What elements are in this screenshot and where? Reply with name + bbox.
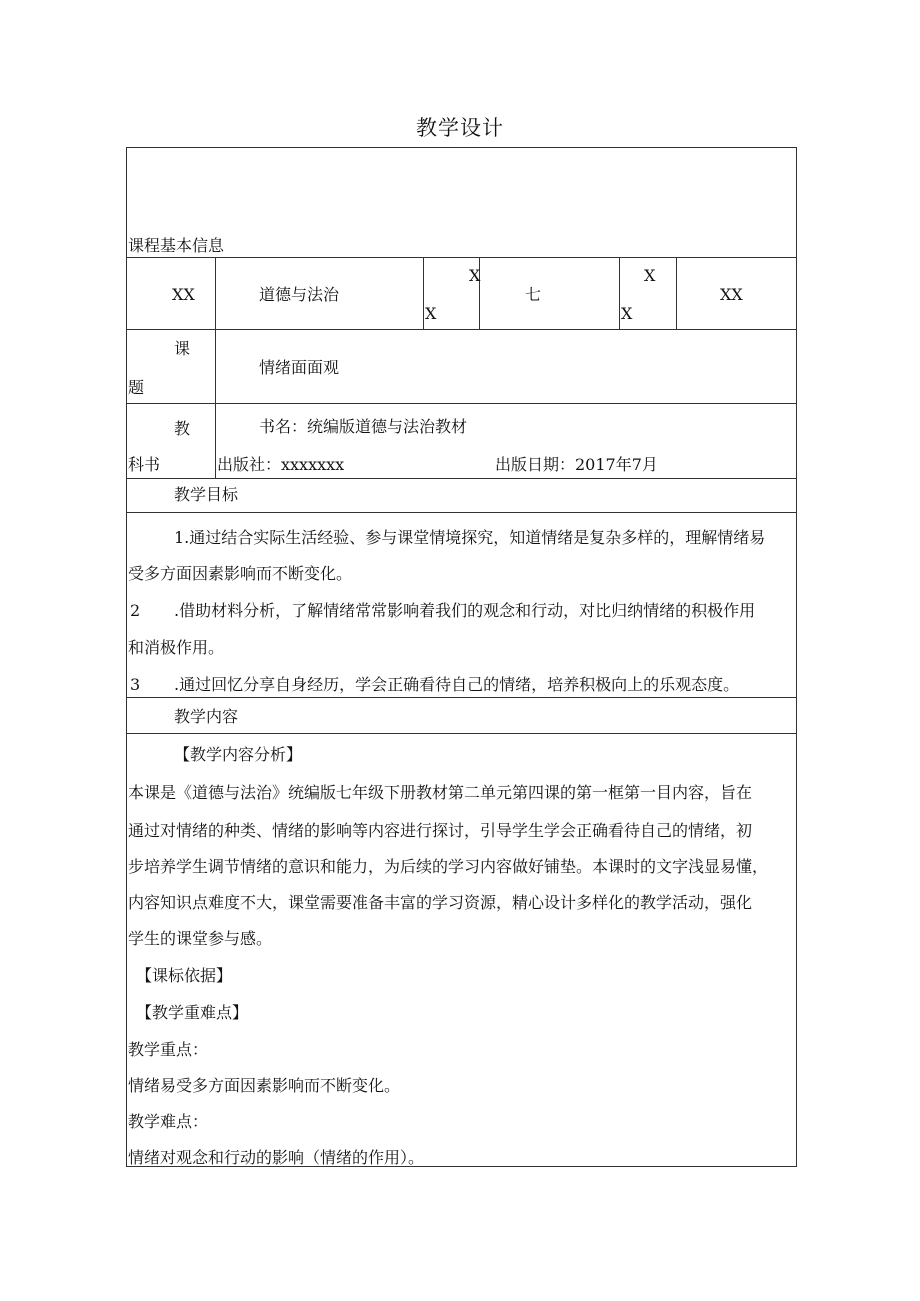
content-heading: 教学内容 [174, 707, 239, 726]
topic-label-bottom: 题 [128, 378, 145, 397]
col-divider [423, 257, 424, 329]
standard-heading: 【课标依据】 [136, 966, 233, 985]
goal-2-line-2: 和消极作用。 [128, 638, 225, 657]
key-text: 情绪易受多方面因素影响而不断变化。 [128, 1076, 401, 1095]
row-divider [126, 697, 797, 698]
textbook-label-top: 教 [174, 419, 191, 438]
textbook-publish-date: 出版日期：2017年7月 [495, 455, 658, 474]
key-label: 教学重点： [128, 1040, 209, 1059]
grade-cell: 七 [525, 285, 542, 304]
goal-1-line-1: 1.通过结合实际生活经验、参与课堂情境探究，知道情绪是复杂多样的，理解情绪易 [174, 528, 766, 547]
row-divider [126, 329, 797, 330]
info-cell-1: XX [172, 285, 195, 304]
goal-2-number: 2 [130, 601, 141, 620]
difficulty-text: 情绪对观念和行动的影响（情绪的作用）。 [128, 1148, 425, 1167]
col-divider [619, 257, 620, 329]
info-cell-5-bottom: X [621, 304, 633, 323]
analysis-line: 学生的课堂参与感。 [128, 929, 273, 948]
analysis-heading: 【教学内容分析】 [174, 745, 303, 764]
keypoints-heading: 【教学重难点】 [136, 1003, 249, 1022]
course-info-label: 课程基本信息 [128, 236, 225, 255]
goal-2-line-1: .借助材料分析，了解情绪常常影响着我们的观念和行动，对比归纳情绪的积极作用 [174, 601, 756, 620]
textbook-name: 书名：统编版道德与法治教材 [259, 417, 468, 436]
analysis-line: 内容知识点难度不大，课堂需要准备丰富的学习资源，精心设计多样化的教学活动，强化 [128, 893, 753, 912]
info-cell-3-top: X [469, 266, 481, 285]
col-divider [676, 257, 677, 329]
analysis-line: 本课是《道德与法治》统编版七年级下册教材第二单元第四课的第一框第一目内容，旨在 [128, 783, 753, 802]
analysis-line: 步培养学生调节情绪的意识和能力，为后续的学习内容做好铺垫。本课时的文字浅显易懂， [128, 857, 769, 876]
goal-1-line-2: 受多方面因素影响而不断变化。 [128, 564, 353, 583]
topic-label-top: 课 [174, 339, 191, 358]
difficulty-label: 教学难点： [128, 1112, 209, 1131]
goals-heading: 教学目标 [174, 485, 239, 504]
row-divider [126, 733, 797, 734]
info-cell-3-bottom: X [425, 304, 437, 323]
goal-3-number: 3 [130, 675, 141, 694]
row-divider [126, 478, 797, 479]
page-title: 教学设计 [416, 116, 504, 140]
subject-cell: 道德与法治 [259, 285, 340, 304]
row-divider [126, 403, 797, 404]
analysis-line: 通过对情绪的种类、情绪的影响等内容进行探讨，引导学生学会正确看待自己的情绪，初 [128, 821, 753, 840]
topic-value: 情绪面面观 [259, 358, 340, 377]
row-divider [126, 512, 797, 513]
row-divider [126, 257, 797, 258]
textbook-publisher: 出版社：xxxxxxx [217, 455, 345, 474]
col-divider [215, 257, 216, 478]
goal-3-line-1: .通过回忆分享自身经历，学会正确看待自己的情绪，培养积极向上的乐观态度。 [174, 675, 740, 694]
info-cell-5-top: X [644, 266, 656, 285]
info-cell-6: XX [720, 285, 743, 304]
textbook-label-bottom: 科书 [128, 455, 161, 474]
